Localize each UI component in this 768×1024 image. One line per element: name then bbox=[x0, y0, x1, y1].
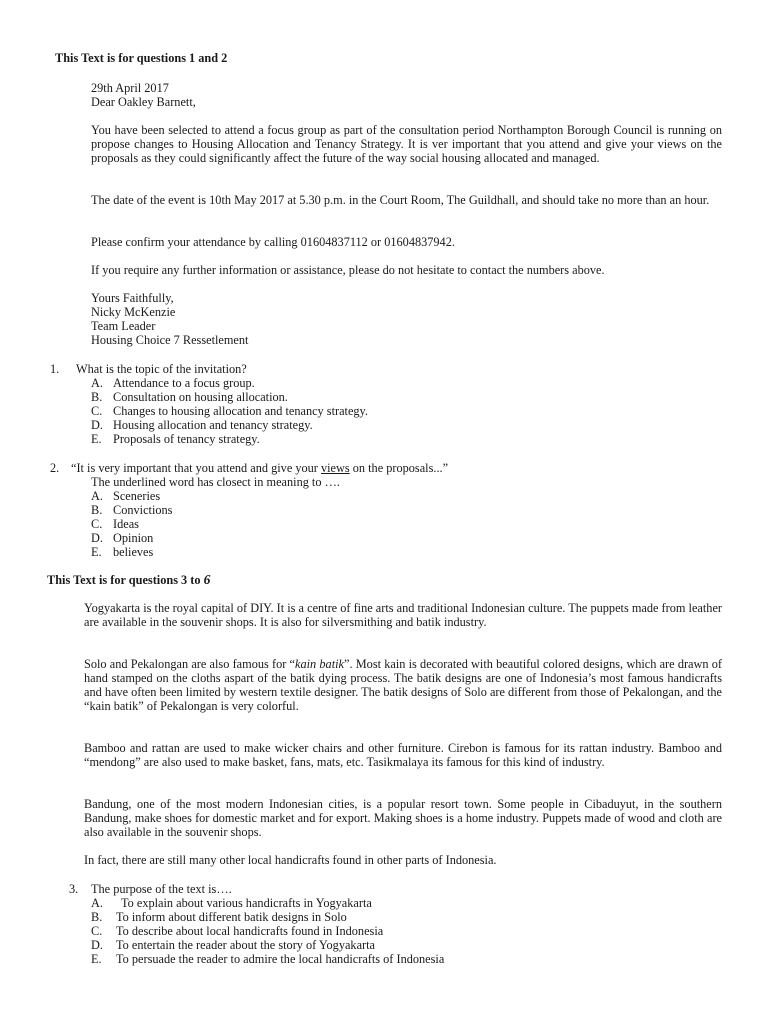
letter-signer: Nicky McKenzie bbox=[91, 305, 176, 319]
option-letter: B. bbox=[91, 390, 103, 404]
option-letter: D. bbox=[91, 418, 103, 432]
letter-paragraph-3: Please confirm your attendance by calling 01604837112 or 01604837942. bbox=[91, 235, 455, 249]
section2-heading-number: 6 bbox=[203, 572, 211, 587]
option-text: Attendance to a focus group. bbox=[113, 376, 255, 390]
option-text: Opinion bbox=[113, 531, 154, 545]
italic-term: kain batik bbox=[295, 657, 344, 671]
option-text: To explain about various handicrafts in Yogyakarta bbox=[121, 896, 372, 910]
option-text: Sceneries bbox=[113, 489, 161, 503]
option-letter: C. bbox=[91, 517, 103, 531]
letter-signer-title: Team Leader bbox=[91, 319, 156, 333]
reading-paragraph-1: Yogyakarta is the royal capital of DIY. It is a centre of fine arts and traditional Indonesian culture. The puppets made from leather are available in the souvenir shops. It is also for silversmithing and batik industry. bbox=[84, 601, 722, 629]
reading-paragraph-5: In fact, there are still many other local handicrafts found in other parts of Indonesia. bbox=[84, 853, 497, 867]
option-text: Convictions bbox=[113, 503, 173, 517]
letter-paragraph-4: If you require any further information or assistance, please do not hesitate to contact the numbers above. bbox=[91, 263, 605, 277]
paragraph-text: ”. Most kain is decorated with beautiful colored designs, which are drawn of hand stamped on the cloths aspart of the batik dying process. The batik designs are one of Indonesia’s most famous handicrafts and have often been limited by western textile designer. The batik designs of Solo are different from those of Pekalongan, and the “kain batik” of Pekalongan is very colorful. bbox=[84, 657, 723, 713]
question-quote bbox=[71, 461, 448, 475]
quote-text: on the proposals...” bbox=[349, 461, 449, 475]
section2-heading bbox=[47, 573, 210, 587]
question-text: The purpose of the text is…. bbox=[91, 882, 232, 896]
question-number: 2. bbox=[50, 461, 60, 475]
option-letter: B. bbox=[91, 503, 103, 517]
option-letter: E. bbox=[91, 952, 102, 966]
letter-paragraph-2: The date of the event is 10th May 2017 at 5.30 p.m. in the Court Room, The Guildhall, and should take no more than an hour. bbox=[91, 193, 710, 207]
letter-signer-org: Housing Choice 7 Ressetlement bbox=[91, 333, 249, 347]
option-text: believes bbox=[113, 545, 154, 559]
letter-salutation: Dear Oakley Barnett, bbox=[91, 95, 196, 109]
option-text: Housing allocation and tenancy strategy. bbox=[113, 418, 313, 432]
quote-text: “It is very important that you attend and give your bbox=[71, 461, 321, 475]
section1-heading: This Text is for questions 1 and 2 bbox=[55, 51, 228, 65]
option-letter: D. bbox=[91, 531, 103, 545]
option-letter: C. bbox=[91, 924, 103, 938]
option-text: Consultation on housing allocation. bbox=[113, 390, 288, 404]
question-text: The underlined word has closect in meaning to …. bbox=[91, 475, 340, 489]
letter-date: 29th April 2017 bbox=[91, 81, 169, 95]
reading-paragraph-3: Bamboo and rattan are used to make wicker chairs and other furniture. Cirebon is famous for its rattan industry. Bamboo and “mendong” are also used to make basket, fans, mats, etc. Tasikmalaya its famous for this kind of industry. bbox=[84, 741, 722, 769]
letter-closing: Yours Faithfully, bbox=[91, 291, 174, 305]
option-text: To persuade the reader to admire the local handicrafts of Indonesia bbox=[116, 952, 445, 966]
section2-heading-text: This Text is for questions 3 to bbox=[47, 573, 204, 587]
letter-paragraph-1: You have been selected to attend a focus group as part of the consultation period Northampton Borough Council is running on propose changes to Housing Allocation and Tenancy Strategy. It is ver important that you attend and give your views on the proposals as they could significantly affect the future of the way social housing allocated and managed. bbox=[91, 123, 722, 165]
option-letter: A. bbox=[91, 896, 103, 910]
option-text: To describe about local handicrafts found in Indonesia bbox=[116, 924, 384, 938]
reading-paragraph-4: Bandung, one of the most modern Indonesian cities, is a popular resort town. Some people in Cibaduyut, in the southern Bandung, make shoes for domestic market and for export. Making shoes is a home industry. Puppets made of wood and cloth are also available in the souvenir shops. bbox=[84, 797, 722, 839]
option-text: Ideas bbox=[113, 517, 139, 531]
option-letter: D. bbox=[91, 938, 103, 952]
paragraph-text: Solo and Pekalongan are also famous for “ bbox=[84, 657, 296, 671]
option-text: Changes to housing allocation and tenancy strategy. bbox=[113, 404, 368, 418]
question-text: What is the topic of the invitation? bbox=[76, 362, 247, 376]
option-letter: A. bbox=[91, 376, 103, 390]
option-text: To inform about different batik designs in Solo bbox=[116, 910, 347, 924]
underlined-word: views bbox=[320, 461, 350, 475]
option-text: To entertain the reader about the story of Yogyakarta bbox=[116, 938, 375, 952]
reading-paragraph-2 bbox=[84, 657, 722, 713]
question-number: 3. bbox=[69, 882, 79, 896]
option-letter: E. bbox=[91, 432, 102, 446]
question-number: 1. bbox=[50, 362, 60, 376]
option-letter: E. bbox=[91, 545, 102, 559]
option-text: Proposals of tenancy strategy. bbox=[113, 432, 260, 446]
option-letter: A. bbox=[91, 489, 103, 503]
option-letter: B. bbox=[91, 910, 103, 924]
option-letter: C. bbox=[91, 404, 103, 418]
